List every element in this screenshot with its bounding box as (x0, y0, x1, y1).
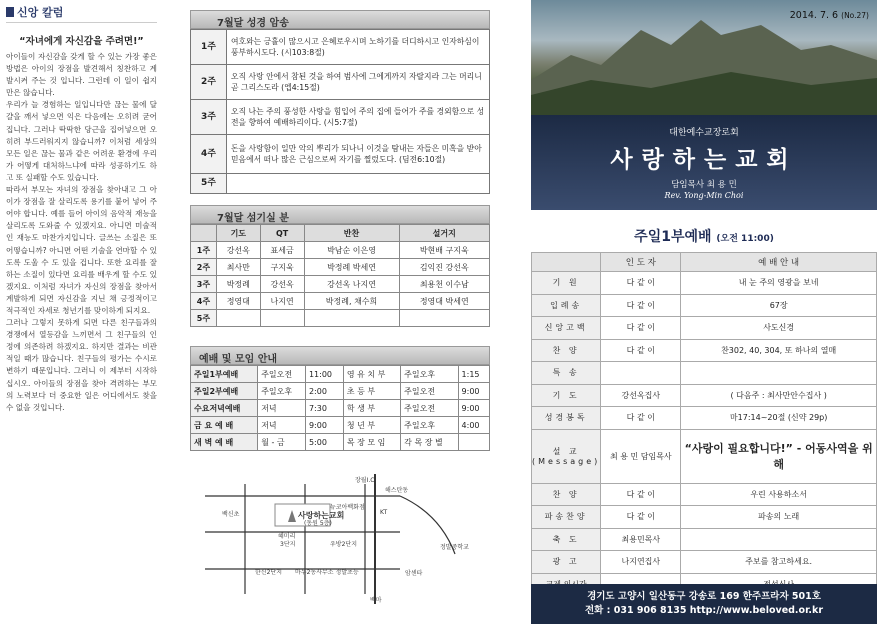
table-row (191, 400, 490, 417)
map-label: 백마 (370, 597, 382, 604)
table-row (532, 384, 877, 407)
table-cell: 강선옥 (260, 276, 304, 293)
map-label: KT (380, 509, 388, 516)
map-label: 뉴코아백화점 (330, 504, 365, 511)
issue-number: (No.27) (841, 11, 869, 20)
order-leader: 다 같 이 (601, 294, 681, 317)
table-row (532, 407, 877, 430)
table-cell (304, 310, 399, 327)
column-paragraph: 따라서 부모는 자녀의 장점을 찾아내고 그 아이가 장점을 잘 살리도록 용기를 붙어 넣어 주어야 합니다. 예를 들어 아이의 음악적 재능을 살리도록 도와줄 수 있겠지요. 아니면 미술적인 재능도 마찬가지입니다. 글쓰는 소질은 또 어떻습니까? 아니면 어떤 기술을 연마할 수 있도록 도울 수 도 있을 겁니다. 또한 요리를 잘 하는 소질이 있다면 요리를 배우게 할 수도 있겠지요. 이처럼 자녀가 자신의 장점을 찾아서 계발하게 되면 자신감을 지닌 채 긍정적이고 적극적인 자세로 청년기를 맞이하게 되지요. (6, 185, 157, 315)
middle-column (190, 0, 490, 624)
table-cell: 박정례, 채수희 (304, 293, 399, 310)
column-header (6, 4, 157, 23)
verse-text: 돈을 사랑함이 일만 악의 뿌리가 되나니 이것을 탐내는 자들은 미혹을 받아 믿음에서 떠나 많은 근심으로써 자기를 찔렀도다. (딤전6:10절) (227, 135, 490, 174)
map-label: 해스탄동 (385, 487, 409, 494)
meeting-section (190, 346, 490, 451)
table-row (532, 551, 877, 574)
table-header-row (532, 253, 877, 272)
table-cell: 주일오후 (401, 366, 458, 383)
week-cell: 4주 (191, 293, 217, 310)
table-cell: 2:00 (305, 383, 343, 400)
col-header: 예 배 안 내 (681, 253, 877, 272)
table-cell: 초 등 부 (343, 383, 400, 400)
table-cell: 구지욱 (260, 259, 304, 276)
meeting-header: 예배 및 모임 안내 (190, 346, 490, 365)
map-label: 사랑하는교회 (298, 511, 345, 520)
order-leader: 다 같 이 (601, 339, 681, 362)
order-item: 성경봉독 (532, 407, 601, 430)
duty-section (190, 205, 490, 327)
column-section (0, 0, 163, 624)
order-detail (681, 528, 877, 551)
table-cell: 저녁 (258, 400, 306, 417)
table-cell: 최용천 이수남 (399, 276, 489, 293)
header-square-icon (6, 7, 14, 17)
mountain-photo (531, 0, 877, 115)
table-cell: 강선옥 나지연 (304, 276, 399, 293)
week-cell: 3주 (191, 100, 227, 135)
service-name: 주일2부예배 (191, 383, 258, 400)
table-row (532, 528, 877, 551)
table-row (191, 259, 490, 276)
table-row (191, 100, 490, 135)
service-name: 수요저녁예배 (191, 400, 258, 417)
table-cell: 9:00 (458, 383, 489, 400)
order-detail: 우린 사용하소서 (681, 483, 877, 506)
col-header: 설거지 (399, 225, 489, 242)
table-row (191, 310, 490, 327)
table-cell: 주일오후 (401, 417, 458, 434)
order-item: 축 도 (532, 528, 601, 551)
col-header: QT (260, 225, 304, 242)
table-cell (399, 310, 489, 327)
order-leader: 최 용 민 담임목사 (601, 429, 681, 483)
col-header: 반찬 (304, 225, 399, 242)
order-leader: 나지연집사 (601, 551, 681, 574)
table-cell: 최사만 (216, 259, 260, 276)
map-label: 마두2동사무소 정발초등 (295, 569, 359, 576)
table-cell: 강선옥 (216, 242, 260, 259)
order-leader: 강선옥집사 (601, 384, 681, 407)
table-cell: 주일오전 (401, 383, 458, 400)
church-contact: 전화 : 031 906 8135 http://www.beloved.or.kr (584, 605, 824, 616)
order-detail: 마17:14~20절 (신약 29p) (681, 407, 877, 430)
service-name: 주일1부예배 (634, 229, 712, 245)
order-item: 신앙고백 (532, 317, 601, 340)
table-row (532, 317, 877, 340)
order-item: 기 도 (532, 384, 601, 407)
title-band (531, 115, 877, 210)
table-cell: 정영대 (216, 293, 260, 310)
week-cell: 1주 (191, 30, 227, 65)
order-leader: 다 같 이 (601, 407, 681, 430)
map-label: 한신2단지 (255, 569, 283, 576)
order-detail: 파송의 노래 (681, 506, 877, 529)
table-cell (216, 310, 260, 327)
verse-header: 7월달 성경 암송 (190, 10, 490, 29)
church-name: 사랑하는교회 (610, 147, 798, 173)
map-label: 정발중학교 (440, 544, 469, 551)
pastor-name: 담임목사 최 용 민 (671, 180, 737, 190)
table-cell: 학 생 부 (343, 400, 400, 417)
meeting-table (190, 365, 490, 451)
table-row (532, 294, 877, 317)
table-row (191, 383, 490, 400)
order-item: 파송찬양 (532, 506, 601, 529)
week-cell: 1주 (191, 242, 217, 259)
duty-table (190, 224, 490, 327)
table-row (191, 65, 490, 100)
table-row (532, 506, 877, 529)
table-row (191, 276, 490, 293)
order-detail: ( 다음주 : 최사만안수집사 ) (681, 384, 877, 407)
footer-band (531, 584, 877, 624)
service-name: 금 요 예 배 (191, 417, 258, 434)
order-of-service (531, 252, 877, 596)
map-label: 암센타 (405, 570, 423, 577)
table-cell: 1:15 (458, 366, 489, 383)
service-name: 새 벽 예 배 (191, 434, 258, 451)
table-cell: 김익진 강선옥 (399, 259, 489, 276)
table-row (191, 174, 490, 194)
table-cell: 나지연 (260, 293, 304, 310)
map-label: 장월I.C (355, 477, 375, 484)
service-title (531, 226, 877, 246)
table-row (191, 30, 490, 65)
table-cell: 주일오전 (401, 400, 458, 417)
order-item: 찬 양 (532, 483, 601, 506)
order-detail: 찬302, 40, 304, 또 하나의 열매 (681, 339, 877, 362)
table-cell: 4:00 (458, 417, 489, 434)
verse-text: 오직 사랑 안에서 참된 것을 하여 범사에 그에게까지 자랄지라 그는 머리니 곧 그리스도라 (엡4:15절) (227, 65, 490, 100)
week-cell: 5주 (191, 310, 217, 327)
table-row (191, 135, 490, 174)
table-cell: 박정례 (216, 276, 260, 293)
table-cell: 박정례 박세연 (304, 259, 399, 276)
order-leader: 최용민목사 (601, 528, 681, 551)
verse-text: 오직 나는 주의 풍성한 사랑을 힘입어 주의 집에 들어가 주를 경외함으로 성전을 향하여 예배하리이다. (시5:7절) (227, 100, 490, 135)
column-paragraph: 우리가 늘 경험하는 일입니다만 끊는 물에 달걀을 깨서 넣으면 익은 다음에는 오히려 굳어집니다. 그러나 딱딱한 당근을 집어넣으면 오히려 부드러워지지 않습니까? 이처럼 세상의 모든 일은 끊는 물과 같은 어려운 환경에 우리가 어떻게 대처하느냐에 따라 성공하기도 하고 또 실패할 수도 있습니다. (6, 100, 157, 182)
table-row (191, 293, 490, 310)
column-paragraph: 그러나 그렇지 못하게 되면 다른 친구들과의 경쟁에서 열등감을 느끼면서 그 친구들의 인정에 의존하려 하겠지요. 하지만 결과는 비관적일 때가 많습니다. 친구들의 평가는 수시로 변하기 때문입니다. 그러니 이 제부터 시작하십시오. 아이들의 장점을 찾아 격려하는 부모의 노력보다 더 중요한 일은 어디에서도 찾을 수 없을 것입니다. (6, 318, 157, 412)
order-leader: 다 같 이 (601, 483, 681, 506)
table-cell (260, 310, 304, 327)
verse-text (227, 174, 490, 194)
order-detail: 주보를 참고하세요. (681, 551, 877, 574)
church-address: 경기도 고양시 일산동구 강송로 169 한주프라자 501호 (587, 591, 821, 602)
order-leader: 다 같 이 (601, 506, 681, 529)
week-cell: 2주 (191, 65, 227, 100)
map-label: 혜미리 (278, 533, 296, 540)
table-cell: 박현배 구지욱 (399, 242, 489, 259)
duty-header: 7월달 섬기실 분 (190, 205, 490, 224)
order-detail: 내 눈 주의 영광을 보네 (681, 272, 877, 295)
map-label: (동원 5층) (304, 520, 332, 527)
order-item: 광 고 (532, 551, 601, 574)
order-detail (681, 362, 877, 385)
verse-text: 여호와는 긍휼이 많으시고 은혜로우시며 노하기를 더디하시고 인자하심이 풍부하시도다. (시103:8절) (227, 30, 490, 65)
col-header: 인 도 자 (601, 253, 681, 272)
pastor-name-en: Rev. Yong-Min Choi (664, 191, 744, 200)
map-label: 3단지 (280, 541, 296, 548)
service-name: 주일1부예배 (191, 366, 258, 383)
order-item: 입례송 (532, 294, 601, 317)
order-item: 찬 양 (532, 339, 601, 362)
order-item: 기 원 (532, 272, 601, 295)
map-label: 백신초 (222, 511, 240, 518)
map-label: 우방2단지 (330, 541, 358, 548)
service-time: (오전 11:00) (716, 234, 774, 244)
column-header-text: 신앙 칼럼 (17, 6, 64, 19)
table-cell: 주일오후 (258, 383, 306, 400)
table-cell: 박남순 이은영 (304, 242, 399, 259)
order-detail: 사도신경 (681, 317, 877, 340)
order-leader: 다 같 이 (601, 317, 681, 340)
column-title: “자녀에게 자신감을 주려면!” (19, 36, 144, 47)
table-cell: 표세금 (260, 242, 304, 259)
table-row (191, 366, 490, 383)
table-cell: 정영대 박세연 (399, 293, 489, 310)
table-row (191, 242, 490, 259)
table-cell: 7:30 (305, 400, 343, 417)
table-cell: 영 유 치 부 (343, 366, 400, 383)
table-cell: 9:00 (305, 417, 343, 434)
table-row (191, 417, 490, 434)
table-cell: 11:00 (305, 366, 343, 383)
table-row (191, 434, 490, 451)
table-cell: 9:00 (458, 400, 489, 417)
cover-column (531, 0, 877, 624)
bulletin-date: 2014. 7. 6 (789, 10, 839, 21)
order-item: 특 송 (532, 362, 601, 385)
denomination: 대한예수교장로회 (669, 128, 739, 138)
table-row (532, 362, 877, 385)
order-leader (601, 362, 681, 385)
sermon-title: “사랑이 필요합니다!” - 어동사역을 위해 (681, 429, 877, 483)
week-cell: 3주 (191, 276, 217, 293)
table-row (532, 483, 877, 506)
table-cell: 5:00 (305, 434, 343, 451)
table-cell: 월 - 금 (258, 434, 306, 451)
table-header-row (191, 225, 490, 242)
week-cell: 4주 (191, 135, 227, 174)
table-cell: 저녁 (258, 417, 306, 434)
col-header: 기도 (216, 225, 260, 242)
col-header (532, 253, 601, 272)
order-item: 설 교 (Message) (532, 429, 601, 483)
verse-section (190, 10, 490, 194)
table-row (532, 429, 877, 483)
table-row (532, 339, 877, 362)
week-cell: 5주 (191, 174, 227, 194)
col-header (191, 225, 217, 242)
column-paragraph: 아이들이 자신감을 갖게 할 수 있는 가장 좋은 방법은 아이의 장점을 발견해서 칭찬하고 계발시켜 주는 것 입니다. 그런데 이 일이 쉽지만은 않습니다. (6, 52, 157, 98)
table-row (532, 272, 877, 295)
table-cell: 주일오전 (258, 366, 306, 383)
order-leader: 다 같 이 (601, 272, 681, 295)
table-cell: 각 목 장 별 (401, 434, 458, 451)
location-map (200, 474, 480, 604)
order-detail: 67장 (681, 294, 877, 317)
week-cell: 2주 (191, 259, 217, 276)
table-cell: 목 장 모 임 (343, 434, 400, 451)
table-cell (458, 434, 489, 451)
verse-table (190, 29, 490, 194)
table-cell: 청 년 부 (343, 417, 400, 434)
